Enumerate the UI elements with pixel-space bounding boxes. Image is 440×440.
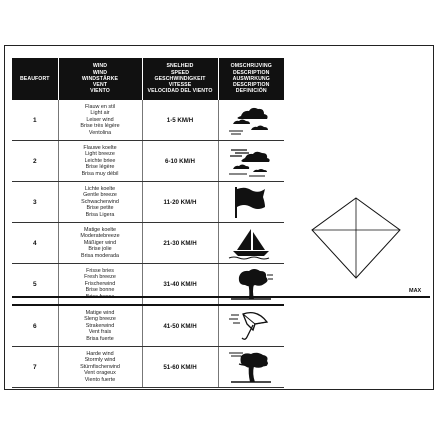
- umbrella-icon: [218, 305, 284, 347]
- header-speed: SNELHEID SPEED GESCHWINDIGKEIT VITESSE VELOCIDAD DEL VIENTO: [142, 58, 218, 100]
- beaufort-table: [12, 58, 284, 388]
- beaufort-number: 1: [12, 100, 58, 141]
- table-row: [12, 141, 284, 182]
- wind-speed: 51-60 KM/H: [142, 347, 218, 388]
- storm-tree-icon: [218, 347, 284, 388]
- beaufort-number: 7: [12, 347, 58, 388]
- beaufort-number: 2: [12, 141, 58, 182]
- sailboat-icon: [218, 223, 284, 264]
- header-wind: WIND WIND WINDSTÄRKE VENT VIENTO: [58, 58, 142, 100]
- clouds-icon: [218, 100, 284, 141]
- table-row: [12, 182, 284, 223]
- kite-icon: [310, 196, 402, 280]
- wind-names: Harde wind Stormly wind Stürnfischerwind Vent orageux Viento fuerte: [58, 347, 142, 388]
- wind-speed: 11-20 KM/H: [142, 182, 218, 223]
- table-header-row: [12, 58, 284, 100]
- beaufort-number: 6: [12, 305, 58, 347]
- wind-names: Flauw en stil Light air Leiser wind Brise très légère Ventolina: [58, 100, 142, 141]
- table-row: [12, 347, 284, 388]
- wind-clouds-icon: [218, 141, 284, 182]
- header-effect: OMSCHRIJVING DESCRIPTION AUSWIRKUNG DESCRIPTION DEFINICIÓN: [218, 58, 284, 100]
- wind-names: Lichte koelte Gentle breeze Schwacherwind Brise petite Brisa Ligera: [58, 182, 142, 223]
- beaufort-number: 3: [12, 182, 58, 223]
- wind-names: Matige koelte Moderatebreeze Mäßiger wind Brise jolie Brisa moderada: [58, 223, 142, 264]
- wind-speed: 1-5 KM/H: [142, 100, 218, 141]
- table-row: [12, 223, 284, 264]
- table-row: [12, 100, 284, 141]
- max-line: [12, 296, 430, 298]
- table-row: [12, 305, 284, 347]
- wind-speed: 6-10 KM/H: [142, 141, 218, 182]
- wind-speed: 21-30 KM/H: [142, 223, 218, 264]
- beaufort-number: 4: [12, 223, 58, 264]
- header-beaufort: BEAUFORT: [12, 58, 58, 100]
- beaufort-number: 5: [12, 264, 58, 306]
- flag-icon: [218, 182, 284, 223]
- table-row: [12, 264, 284, 306]
- wind-names: Flauwe koelte Light breeze Leichte briee Brise légère Brisa muy débil: [58, 141, 142, 182]
- wind-speed: 31-40 KM/H: [142, 264, 218, 306]
- max-label: MAX: [409, 288, 422, 294]
- wind-speed: 41-50 KM/H: [142, 305, 218, 347]
- wind-names: Matige wind Sleng breeze Strakerwind Vent frais Brisa fuerte: [58, 305, 142, 347]
- wind-names: Frisse bries Fresh breeze Frischerwind Brise bonne: [58, 264, 142, 306]
- tree-icon: [218, 264, 284, 306]
